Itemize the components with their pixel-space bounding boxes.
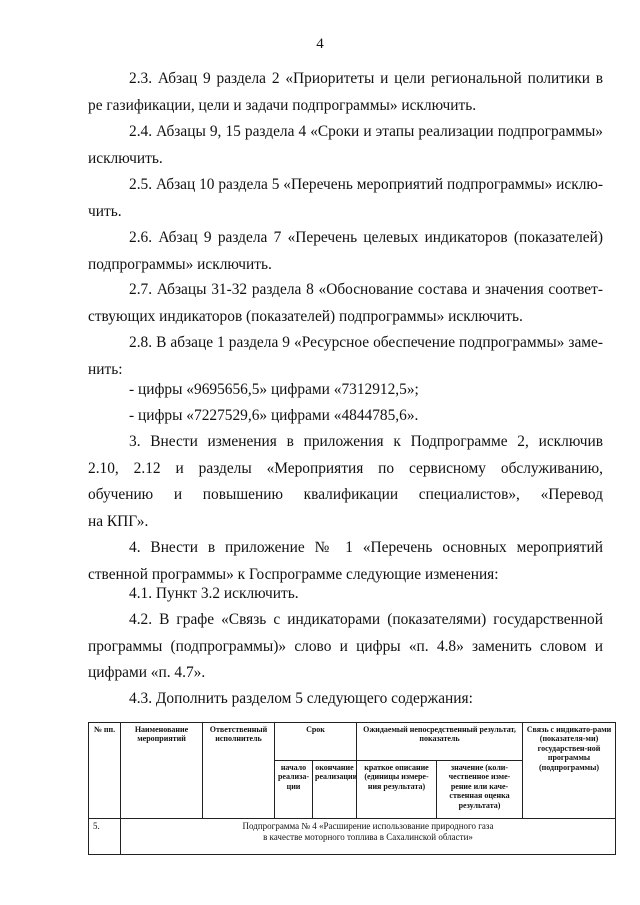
header-term: Срок bbox=[275, 723, 357, 761]
paragraph-4-1 bbox=[88, 581, 603, 608]
paragraph-line: на КПГ». bbox=[88, 512, 149, 530]
paragraph-line: - цифры «9695656,5» цифрами «7312912,5»; bbox=[129, 381, 419, 398]
paragraph-line: 2.3. Абзац 9 раздела 2 «Приоритеты и цели региональной политики в bbox=[129, 70, 603, 87]
paragraph-line: 2.4. Абзацы 9, 15 раздела 4 «Сроки и этапы реализации подпрограммы» bbox=[129, 123, 603, 140]
paragraph-line: программы (подпрограммы)» слово и цифры «п. 4.8» заменить словом и bbox=[88, 637, 603, 655]
header-name: Наименование мероприятий bbox=[121, 723, 203, 819]
paragraph-line: ствующих индикаторов (показателей) подпрограммы» исключить. bbox=[88, 307, 523, 325]
paragraph-line: 2.8. В абзаце 1 раздела 9 «Ресурсное обеспечение подпрограммы» заме- bbox=[129, 334, 603, 351]
header-num: № пп. bbox=[89, 723, 121, 819]
header-expected: Ожидаемый непосредственный результат, показатель bbox=[357, 723, 523, 761]
paragraph-line: подпрограммы» исключить. bbox=[88, 255, 272, 273]
paragraph-4-2 bbox=[88, 607, 603, 687]
paragraph-line: 4. Внести в приложение № 1 «Перечень основных мероприятий bbox=[129, 539, 603, 556]
paragraph-line: 2.10, 2.12 и разделы «Мероприятия по сервисному обслуживанию, bbox=[88, 459, 603, 477]
measures-table bbox=[88, 722, 616, 855]
paragraph-2-4 bbox=[88, 119, 603, 172]
paragraph-2-6 bbox=[88, 225, 603, 278]
header-link: Связь с индикато-рами (показателя-ми) государствен-ной программы (подпрограммы) bbox=[523, 723, 616, 819]
paragraph-line: чить. bbox=[88, 202, 122, 220]
header-expected-value: значение (коли-чественное изме-рение или каче-ственная оценка результата) bbox=[437, 761, 523, 819]
header-expected-desc: краткое описание (единицы измере-ния результата) bbox=[357, 761, 437, 819]
paragraph-line: 4.3. Дополнить разделом 5 следующего содержания: bbox=[129, 690, 473, 707]
table-row bbox=[89, 819, 616, 855]
list-item-digits-2 bbox=[88, 403, 603, 430]
header-term-end: окончание реализации bbox=[313, 761, 357, 819]
paragraph-line: 4.1. Пункт 3.2 исключить. bbox=[129, 585, 299, 602]
page-number: 4 bbox=[316, 36, 324, 52]
paragraph-3 bbox=[88, 429, 603, 535]
paragraph-line: ре газификации, цели и задачи подпрограммы» исключить. bbox=[88, 96, 477, 114]
paragraph-line: ственной программы» к Госпрограмме следующие изменения: bbox=[88, 565, 499, 583]
paragraph-line: 4.2. В графе «Связь с индикаторами (показателями) государственной bbox=[129, 611, 603, 628]
list-item-digits-1 bbox=[88, 377, 603, 404]
paragraph-4-3 bbox=[88, 686, 603, 713]
header-responsible: Ответственный исполнитель bbox=[203, 723, 275, 819]
paragraph-line: цифрами «п. 4.7». bbox=[88, 664, 206, 682]
paragraph-2-8 bbox=[88, 330, 603, 383]
paragraph-line: исключить. bbox=[88, 149, 163, 167]
paragraph-line: 2.6. Абзац 9 раздела 7 «Перечень целевых индикаторов (показателей) bbox=[129, 229, 603, 246]
row-subprogram-line: в качестве моторного топлива в Сахалинской области» bbox=[263, 832, 473, 842]
paragraph-2-7 bbox=[88, 277, 603, 330]
paragraph-line: нить: bbox=[88, 360, 123, 378]
paragraph-2-5 bbox=[88, 172, 603, 225]
row-subprogram-line: Подпрограмма № 4 «Расширение использование природного газа bbox=[242, 821, 494, 831]
paragraph-line: 2.7. Абзацы 31-32 раздела 8 «Обоснование состава и значения соответ- bbox=[129, 281, 603, 298]
paragraph-line: - цифры «7227529,6» цифрами «4844785,6». bbox=[129, 407, 419, 424]
paragraph-2-3 bbox=[88, 66, 603, 119]
row-subprogram bbox=[121, 819, 616, 855]
row-num: 5. bbox=[89, 819, 121, 855]
paragraph-line: обучению и повышению квалификации специалистов», «Перевод bbox=[88, 486, 603, 504]
header-term-start: начало реализа-ции bbox=[275, 761, 313, 819]
paragraph-line: 2.5. Абзац 10 раздела 5 «Перечень мероприятий подпрограммы» исклю- bbox=[129, 176, 603, 193]
paragraph-line: 3. Внести изменения в приложения к Подпрограмме 2, исключив bbox=[129, 433, 603, 450]
